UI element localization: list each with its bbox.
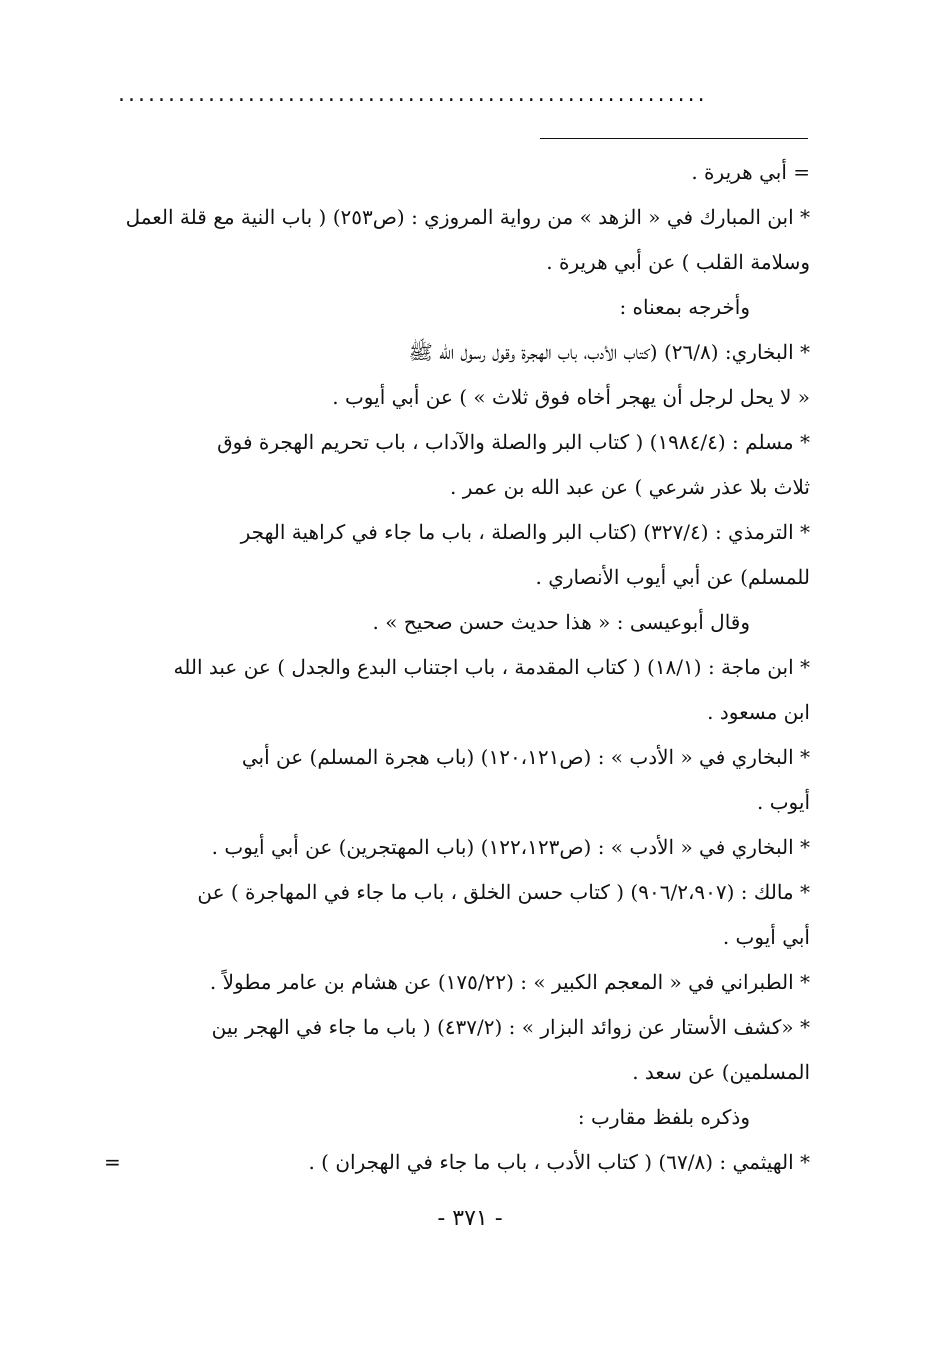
text-line: * البخاري: (٢٦/٨) (كتاب الأدب، باب الهجرة وقول رسول الله ﷺ bbox=[408, 340, 810, 364]
text-line: * الهيثمي : (٦٧/٨) ( كتاب الأدب ، باب ما جاء في الهجران ) . bbox=[308, 1150, 810, 1174]
text-line: * «كشف الأستار عن زوائد البزار » : (٤٣٧/٢) ( باب ما جاء في الهجر بين bbox=[211, 1015, 810, 1039]
text-line: * الترمذي : (٣٢٧/٤) (كتاب البر والصلة ، باب ما جاء في كراهية الهجر bbox=[240, 520, 810, 544]
text-line: المسلمين) عن سعد . bbox=[632, 1060, 810, 1084]
text-line: ثلاث بلا عذر شرعي ) عن عبد الله بن عمر . bbox=[450, 475, 810, 499]
text-line: للمسلم) عن أبي أيوب الأنصاري . bbox=[535, 565, 810, 589]
text-line-last bbox=[104, 1140, 810, 1185]
text-line: « لا يحل لرجل أن يهجر أخاه فوق ثلاث » ) عن أبي أيوب . bbox=[332, 385, 810, 409]
footnote-rule bbox=[540, 138, 808, 139]
text-line: * البخاري في « الأدب » : (ص١٢٠،١٢١) (باب هجرة المسلم) عن أبي bbox=[241, 745, 810, 769]
page-number: - ٣٧١ - bbox=[437, 1206, 503, 1231]
text-line: وذكره بلفظ مقارب : bbox=[577, 1105, 750, 1129]
text-line: * ابن المبارك في « الزهد » من رواية المروزي : (ص٢٥٣) ( باب النية مع قلة العمل bbox=[125, 205, 810, 229]
text-line: * البخاري في « الأدب » : (ص١٢٢،١٢٣) (باب المهتجرين) عن أبي أيوب . bbox=[211, 835, 810, 859]
text-line: * مالك : (٩٠٦/٢،٩٠٧) ( كتاب حسن الخلق ، باب ما جاء في المهاجرة ) عن bbox=[197, 880, 810, 904]
text-line: وأخرجه بمعناه : bbox=[619, 295, 750, 319]
text-line: * مسلم : (١٩٨٤/٤) ( كتاب البر والصلة والآداب ، باب تحريم الهجرة فوق bbox=[217, 430, 810, 454]
footnote-text bbox=[104, 150, 810, 1185]
separator-dots: ........................................................... bbox=[118, 82, 708, 107]
text-line: ابن مسعود . bbox=[707, 700, 810, 724]
text-line: * ابن ماجة : (١٨/١) ( كتاب المقدمة ، باب اجتناب البدع والجدل ) عن عبد الله bbox=[173, 655, 810, 679]
continuation-mark: = bbox=[104, 1150, 121, 1174]
text-line: أبي أيوب . bbox=[722, 925, 810, 949]
text-line: * الطبراني في « المعجم الكبير » : (١٧٥/٢٢) عن هشام بن عامر مطولاً . bbox=[209, 970, 810, 994]
text-line: = أبي هريرة . bbox=[691, 160, 810, 184]
text-line: وقال أبوعيسى : « هذا حديث حسن صحيح » . bbox=[372, 610, 750, 634]
text-line: أيوب . bbox=[757, 790, 810, 814]
text-line: وسلامة القلب ) عن أبي هريرة . bbox=[546, 250, 810, 274]
